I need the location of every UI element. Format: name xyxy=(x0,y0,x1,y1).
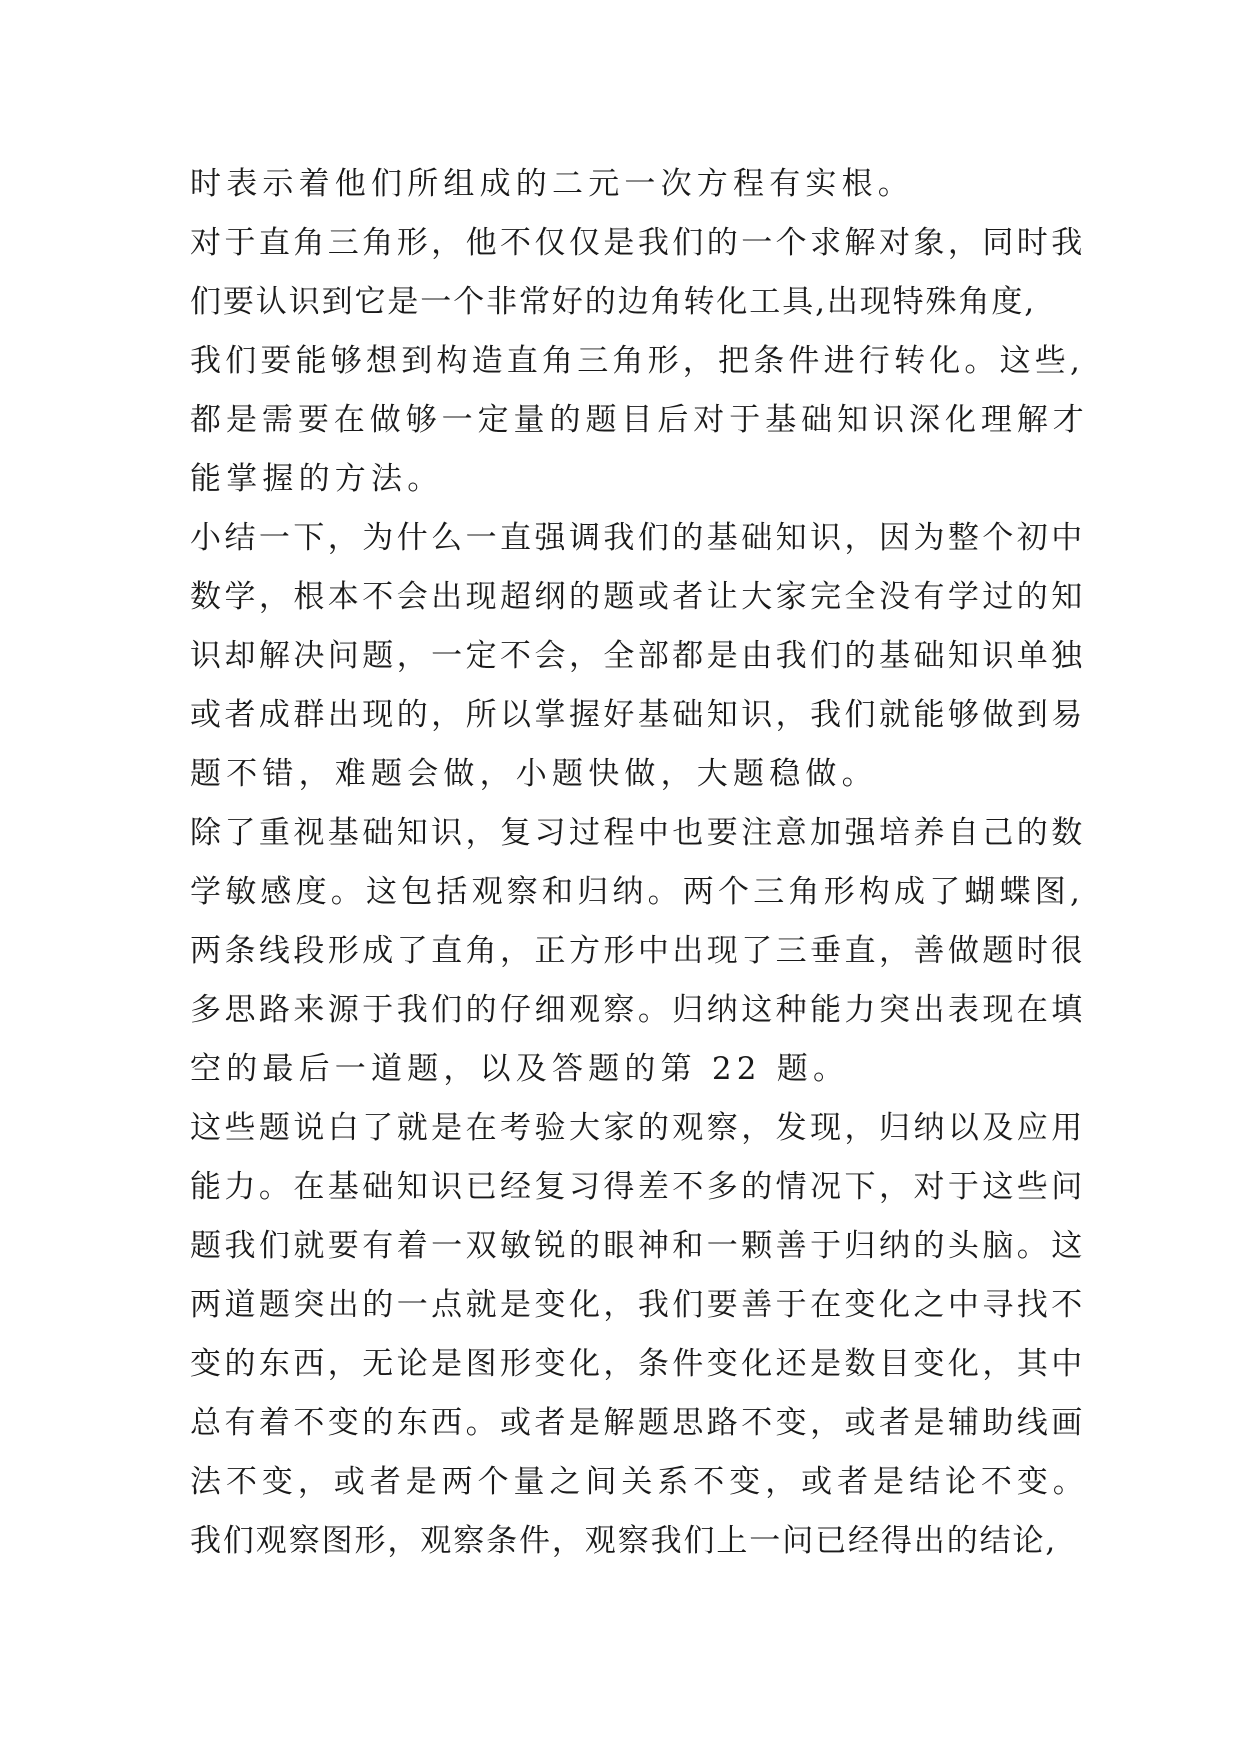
text-line: 都是需要在做够一定量的题目后对于基础知识深化理解才 xyxy=(190,402,1089,438)
text-line: 们要认识到它是一个非常好的边角转化工具,出现特殊角度, xyxy=(190,284,1037,320)
text-line: 这些题说白了就是在考验大家的观察，发现，归纳以及应用 xyxy=(190,1110,1086,1146)
text-line: 时表示着他们所组成的二元一次方程有实根。 xyxy=(190,166,914,202)
text-line: 能力。在基础知识已经复习得差不多的情况下，对于这些问 xyxy=(190,1169,1086,1205)
body-text xyxy=(190,155,1090,1571)
text-line: 能掌握的方法。 xyxy=(190,461,444,497)
text-line: 除了重视基础知识，复习过程中也要注意加强培养自己的数 xyxy=(190,815,1086,851)
text-line: 多思路来源于我们的仔细观察。归纳这种能力突出表现在填 xyxy=(190,992,1086,1028)
text-line: 学敏感度。这包括观察和归纳。两个三角形构成了蝴蝶图, xyxy=(190,874,1085,910)
text-line: 法不变，或者是两个量之间关系不变，或者是结论不变。 xyxy=(190,1464,1089,1500)
text-line: 或者成群出现的，所以掌握好基础知识，我们就能够做到易 xyxy=(190,697,1086,733)
text-line: 我们要能够想到构造直角三角形，把条件进行转化。这些, xyxy=(190,343,1085,379)
text-line: 题我们就要有着一双敏锐的眼神和一颗善于归纳的头脑。这 xyxy=(190,1228,1086,1264)
text-line: 两条线段形成了直角，正方形中出现了三垂直，善做题时很 xyxy=(190,933,1086,969)
text-line: 数学，根本不会出现超纲的题或者让大家完全没有学过的知 xyxy=(190,579,1086,615)
text-line: 我们观察图形，观察条件，观察我们上一问已经得出的结论, xyxy=(190,1523,1058,1559)
text-line: 题不错，难题会做，小题快做，大题稳做。 xyxy=(190,756,878,792)
text-line: 空的最后一道题，以及答题的第 22 题。 xyxy=(190,1051,850,1087)
text-line: 总有着不变的东西。或者是解题思路不变，或者是辅助线画 xyxy=(190,1405,1086,1441)
text-line: 两道题突出的一点就是变化，我们要善于在变化之中寻找不 xyxy=(190,1287,1086,1323)
text-line: 识却解决问题，一定不会，全部都是由我们的基础知识单独 xyxy=(190,638,1086,674)
text-line: 对于直角三角形，他不仅仅是我们的一个求解对象，同时我 xyxy=(190,225,1086,261)
text-line: 小结一下，为什么一直强调我们的基础知识，因为整个初中 xyxy=(190,520,1086,556)
text-line: 变的东西，无论是图形变化，条件变化还是数目变化，其中 xyxy=(190,1346,1086,1382)
